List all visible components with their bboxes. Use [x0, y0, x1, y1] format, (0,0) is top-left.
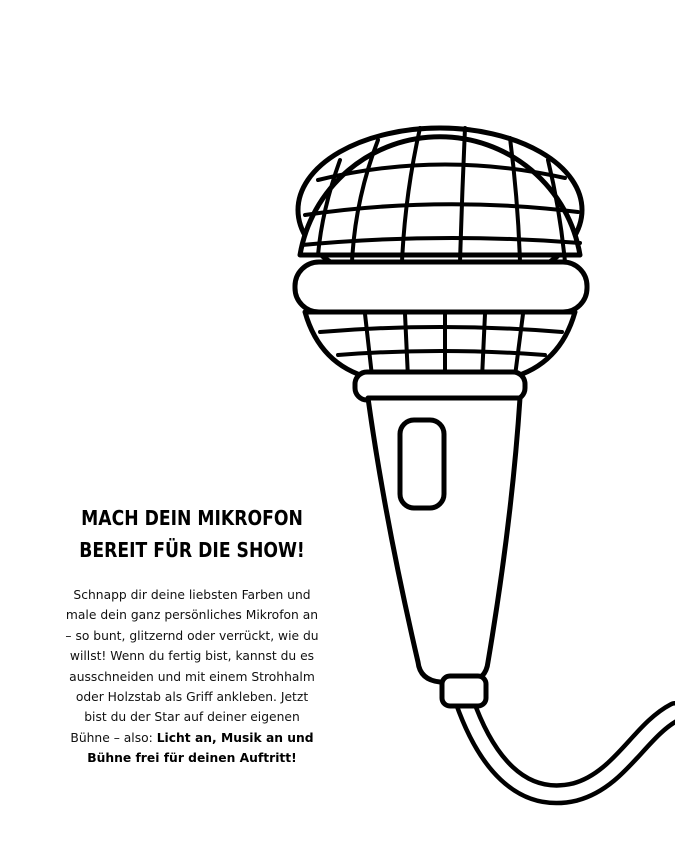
instructions-bold-text: Licht an, Musik an und Bühne frei für deinen Auftritt! — [87, 730, 314, 766]
microphone-band-ring — [295, 262, 587, 312]
title-line-2: BEREIT FÜR DIE SHOW! — [79, 538, 305, 562]
instructions-paragraph — [64, 585, 320, 769]
microphone-switch — [400, 420, 444, 508]
instructions-text: Schnapp dir deine liebsten Farben und male dein ganz persönliches Mikrofon an – so bunt, glitzernd oder verrückt, wie du willst! Wenn du fertig bist, kannst du es ausschneiden und mit einem Strohhalm oder Holzstab als Griff ankleben. Jetzt bist du der Star auf deiner eigenen Bühne – also: — [65, 588, 319, 745]
page-title — [73, 502, 310, 566]
microphone-icon — [295, 128, 675, 794]
microphone-lower-grille — [305, 312, 575, 378]
title-line-1: MACH DEIN MIKROFON — [81, 506, 303, 530]
microphone-bottom-cap — [442, 676, 486, 706]
